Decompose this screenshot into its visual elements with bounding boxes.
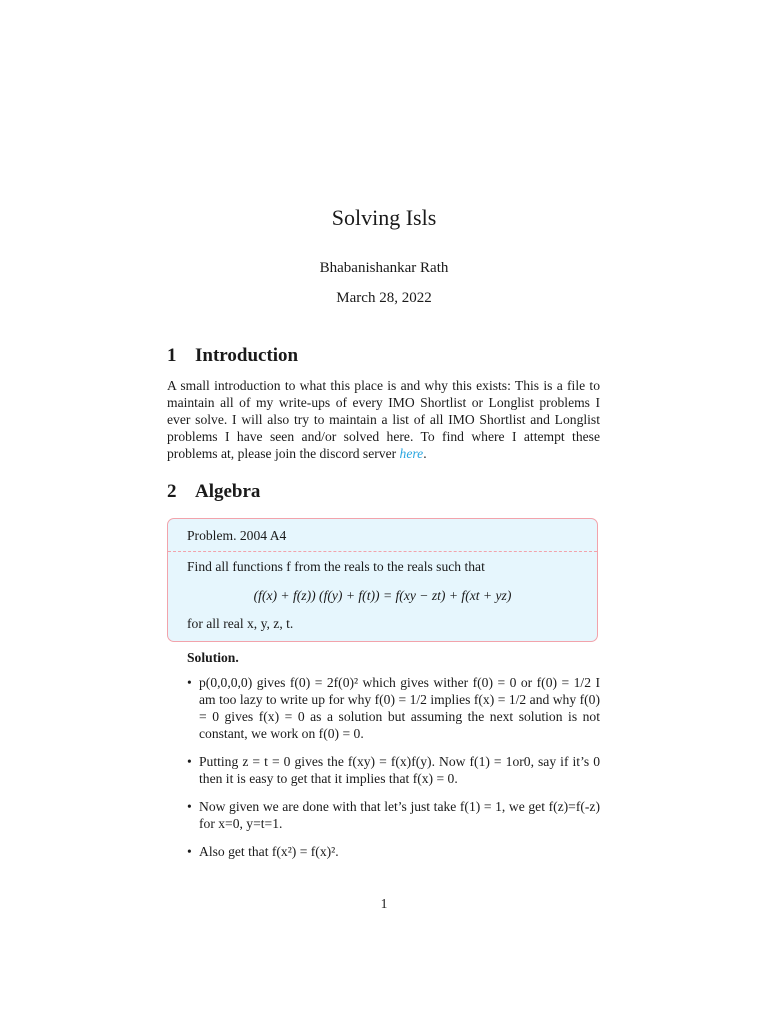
solution-list bbox=[187, 674, 600, 871]
section-heading-introduction bbox=[167, 345, 298, 367]
problem-statement: Find all functions f from the reals to the reals such that bbox=[187, 559, 485, 574]
problem-equation: (f(x) + f(z)) (f(y) + f(t)) = f(xy − zt) + f(xt + yz) bbox=[253, 588, 512, 603]
section-heading-algebra bbox=[167, 481, 260, 503]
intro-paragraph bbox=[167, 377, 600, 462]
list-item bbox=[187, 753, 600, 787]
solution-heading: Solution. bbox=[187, 650, 239, 665]
intro-text: A small introduction to what this place is and why this exists: This is a file to maintain all of my write-ups of every IMO Shortlist or Longlist problems I ever solve. I will also try to maintain a list of all IMO Shortlist and Longlist problems I have seen and/or solved here. To find where I attempt these problems at, please join the discord server bbox=[167, 378, 600, 461]
document-date: March 28, 2022 bbox=[336, 290, 432, 306]
bullet-icon: • bbox=[187, 844, 192, 859]
section-number: 2 bbox=[167, 481, 177, 502]
list-item-text: Now given we are done with that let’s just take f(1) = 1, we get f(z)=f(-z) for x=0, y=t=1. bbox=[199, 799, 600, 831]
page-number: 1 bbox=[380, 896, 388, 911]
list-item-text: Putting z = t = 0 gives the f(xy) = f(x)f(y). Now f(1) = 1or0, say if it’s 0 then it is easy to get that it implies that f(x) = 0. bbox=[199, 754, 600, 786]
section-title: Algebra bbox=[195, 481, 261, 502]
bullet-icon: • bbox=[187, 754, 192, 769]
list-item-text: Also get that f(x²) = f(x)². bbox=[199, 844, 339, 859]
bullet-icon: • bbox=[187, 799, 192, 814]
bullet-icon: • bbox=[187, 675, 192, 690]
list-item-text: p(0,0,0,0) gives f(0) = 2f(0)² which gives wither f(0) = 0 or f(0) = 1/2 I am too lazy to write up for why f(0) = 1/2 implies f(x) = 1/2 and why f(0) = 0 gives f(x) = 0 as a solution but assuming the next solution is not constant, we work on f(0) = 0. bbox=[199, 675, 600, 741]
intro-end: . bbox=[423, 446, 427, 461]
list-item bbox=[187, 843, 600, 860]
section-title: Introduction bbox=[195, 345, 299, 366]
problem-box bbox=[167, 518, 598, 642]
list-item bbox=[187, 674, 600, 742]
problem-divider bbox=[168, 551, 597, 552]
document-author: Bhabanishankar Rath bbox=[319, 260, 449, 276]
list-item bbox=[187, 798, 600, 832]
problem-label: Problem. 2004 A4 bbox=[187, 528, 287, 543]
document-title: Solving Isls bbox=[331, 205, 437, 230]
discord-link[interactable]: here bbox=[399, 446, 424, 461]
problem-condition: for all real x, y, z, t. bbox=[187, 616, 294, 631]
section-number: 1 bbox=[167, 345, 177, 366]
